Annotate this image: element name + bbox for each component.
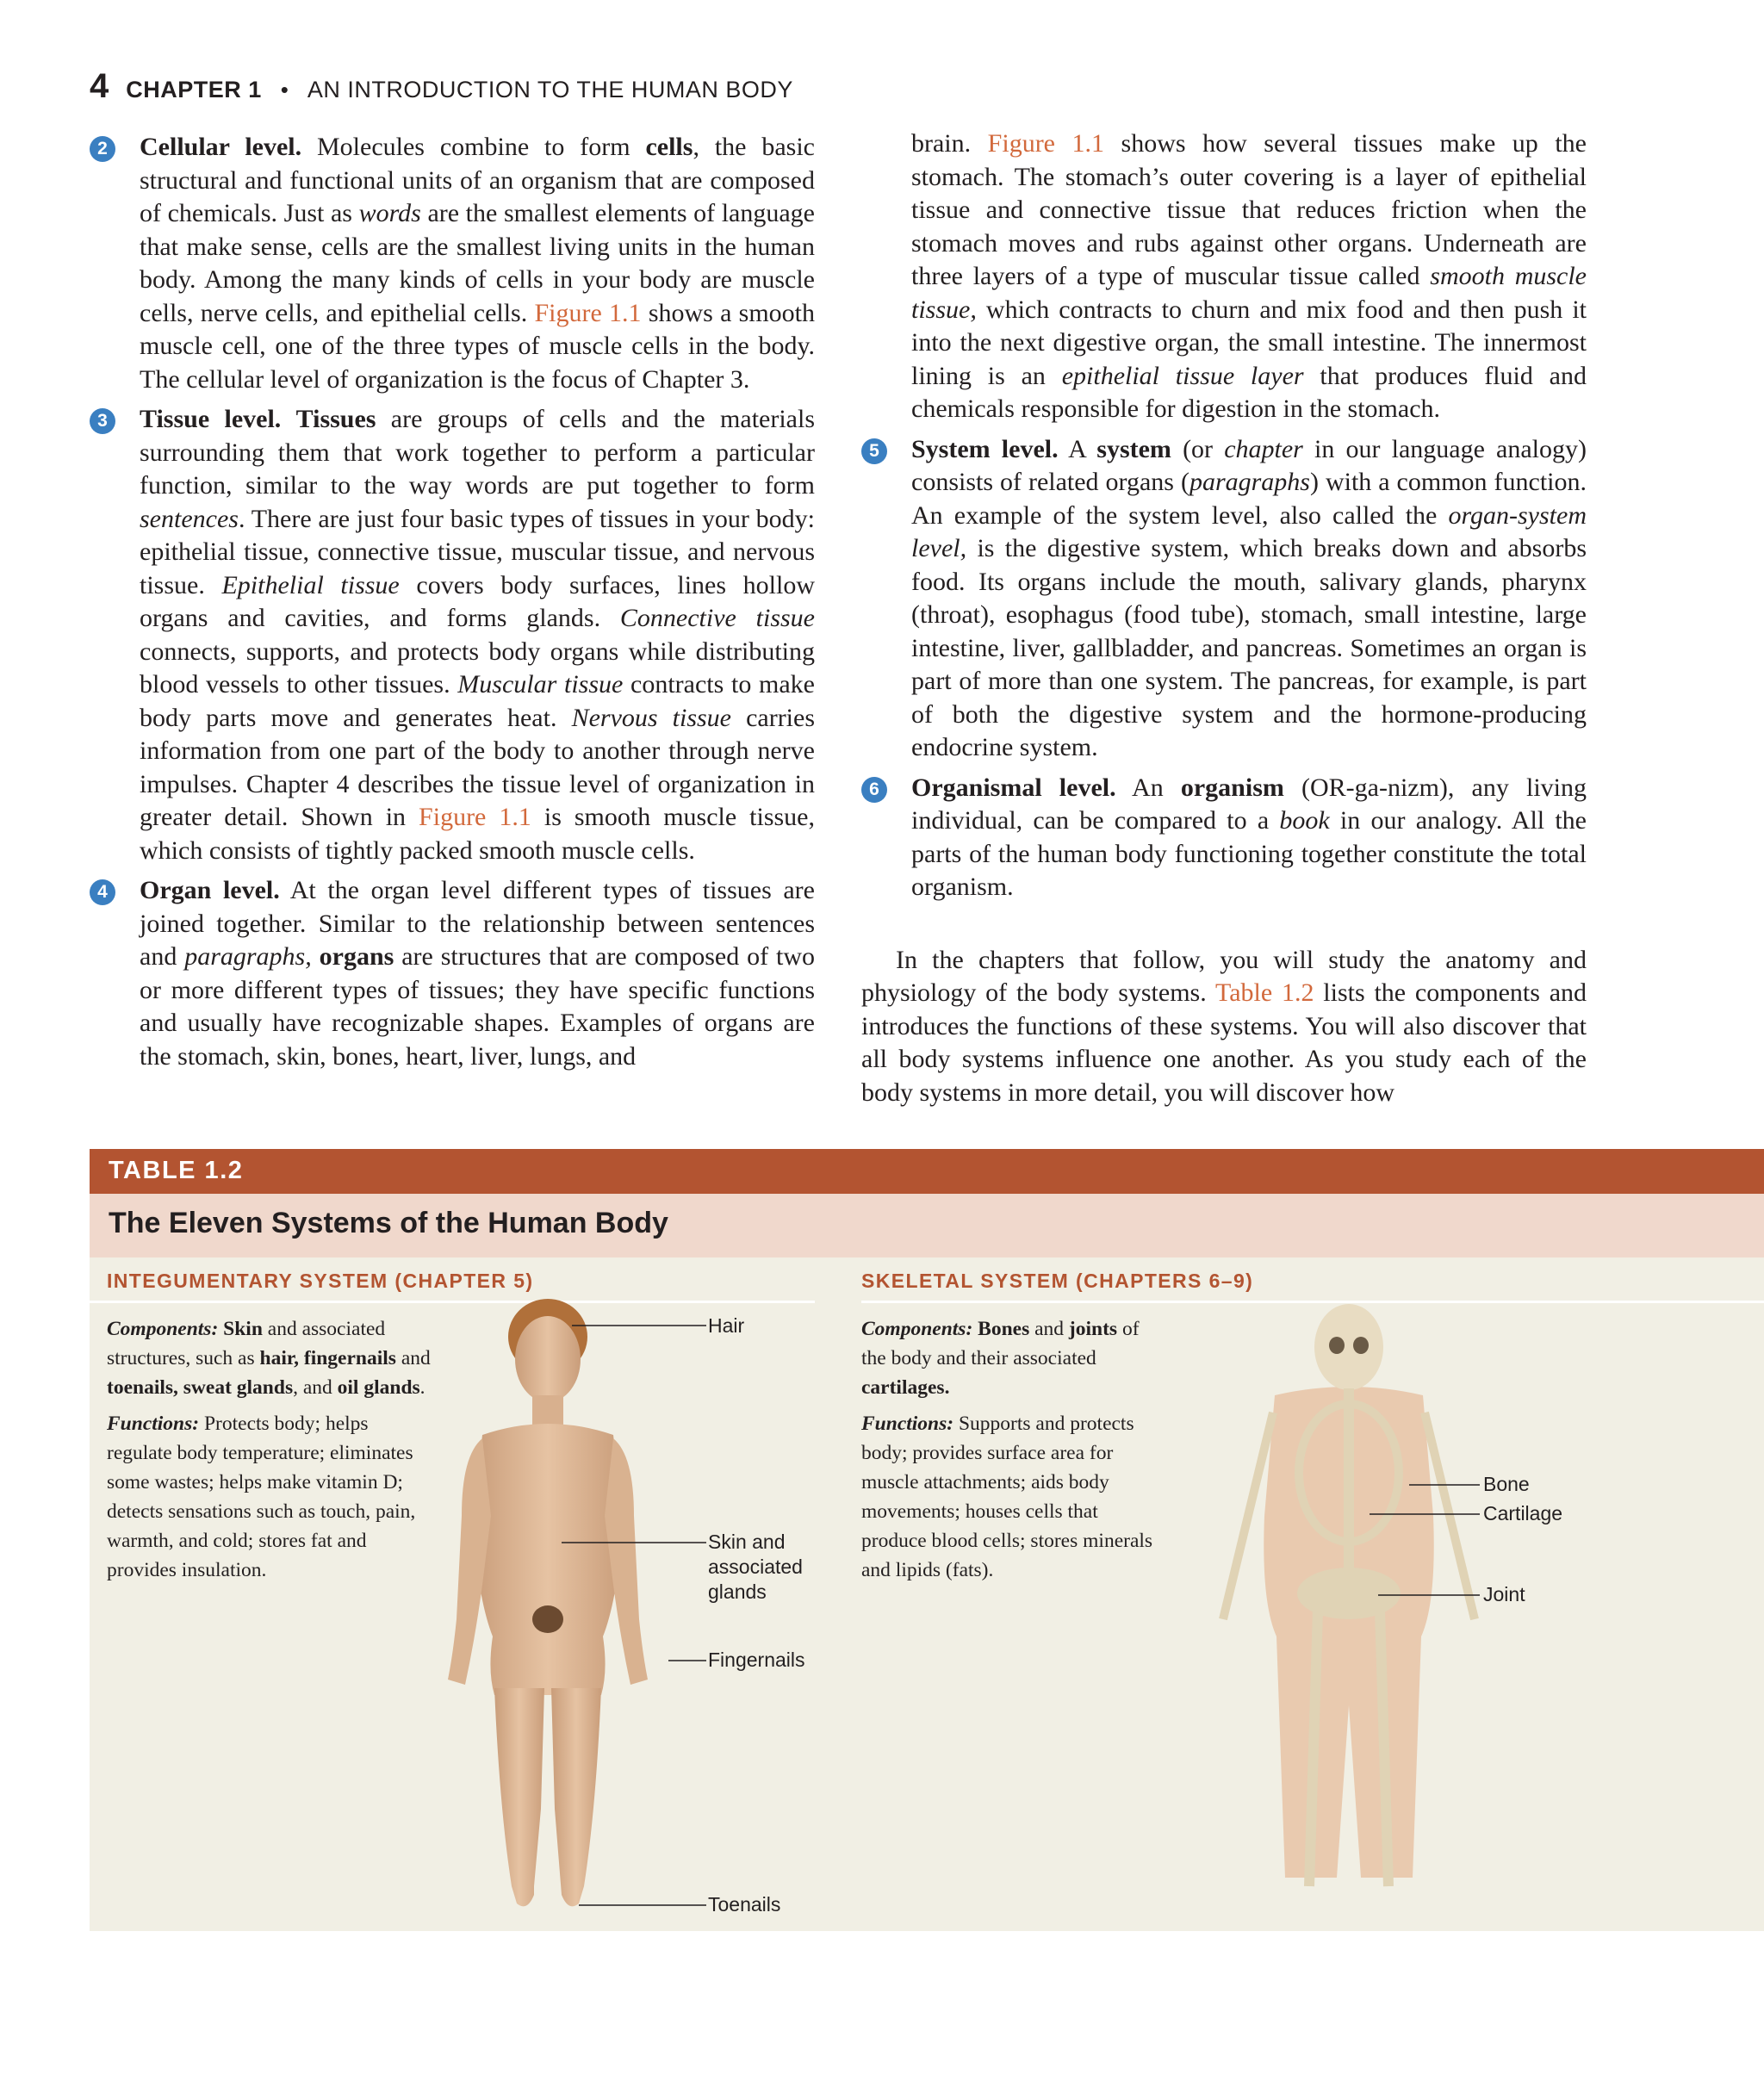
- key-term: system: [1096, 434, 1171, 463]
- body-text: lists the components and introduces the functions of these systems. You will also discover that all body systems influence one another. As you study each of the body systems in more detail, you will discover how: [861, 978, 1587, 1107]
- components-label: Components:: [861, 1318, 973, 1340]
- chapter-label: CHAPTER 1: [126, 77, 262, 102]
- body-text: that produces fluid and chemicals responsible for digestion in the stomach.: [911, 361, 1587, 423]
- key-term: cartilages.: [861, 1376, 950, 1399]
- head-shape: [515, 1316, 581, 1402]
- header-bullet: •: [280, 77, 289, 102]
- pubic-hair-shape: [532, 1605, 563, 1633]
- table-link[interactable]: Table 1.2: [1214, 978, 1314, 1007]
- body-text: shows a smooth muscle cell, one of the three types of muscle cells in the body. The cellular level of organization is the focus of Chapter 3.: [140, 298, 815, 394]
- key-term: Bones: [978, 1318, 1030, 1340]
- functions-label: Functions:: [861, 1413, 954, 1435]
- step-number-badge: 6: [861, 777, 887, 803]
- key-term: oil glands: [337, 1376, 420, 1399]
- body-text: At the organ level different types of tissues are joined together. Similar to the relationship between sentences and: [140, 876, 815, 971]
- figure-link[interactable]: Figure 1.1: [534, 298, 642, 327]
- body-text: , the basic structural and functional units of an organism that are composed of chemicals. Just as: [140, 133, 815, 227]
- neck-shape: [532, 1395, 563, 1426]
- skin-label-line: glands: [708, 1580, 767, 1603]
- step-number-badge: 2: [90, 136, 115, 162]
- body-text: of the body and their associated: [861, 1318, 1140, 1369]
- body-text: ) with a common function. An example of the system level, also called the: [911, 468, 1587, 530]
- italic-term: sentences: [140, 504, 239, 533]
- cartilage-label: Cartilage: [1483, 1502, 1563, 1524]
- body-text: are groups of cells and the materials surrounding them that work together to perform a particular function, similar to the way words are put together to form: [140, 405, 816, 500]
- integumentary-figure: [448, 1299, 648, 1906]
- body-text: and: [1029, 1318, 1069, 1340]
- body-text: In the chapters that follow, you will study the anatomy and physiology of the body systems.: [861, 945, 1587, 1007]
- body-text: shows how several tissues make up the stomach. The stomach’s outer covering is a layer of epithelial tissue and connective tissue that reduces friction when the stomach moves and rubs against other organs. Underneath are three layers of a type of muscular tissue called: [911, 129, 1587, 290]
- level-term: Cellular level.: [140, 133, 302, 161]
- body-text: . There are just four basic types of tissues in your body: epithelial tissue, connective tissue, muscular tissue, and nervous tissue.: [140, 504, 815, 599]
- body-text: .: [419, 1376, 425, 1399]
- italic-term: book: [1279, 806, 1330, 835]
- figure-link[interactable]: Figure 1.1: [419, 803, 531, 831]
- step-number-badge: 4: [90, 879, 115, 905]
- key-term: Tissues: [295, 405, 376, 433]
- right-arm-shape: [605, 1438, 648, 1685]
- body-text: in our analogy. All the parts of the human body functioning together constitute the total organism.: [911, 806, 1587, 901]
- italic-term: paragraphs: [1189, 468, 1310, 496]
- hair-label: Hair: [708, 1314, 745, 1337]
- key-term: cells: [645, 133, 693, 161]
- body-text: (or: [1171, 434, 1225, 463]
- key-term: toenails, sweat glands: [107, 1376, 294, 1399]
- joint-label: Joint: [1483, 1583, 1525, 1605]
- right-leg-shape: [551, 1688, 601, 1906]
- italic-term: Muscular tissue: [457, 670, 624, 699]
- table-label: TABLE 1.2: [109, 1157, 244, 1184]
- skull-shape: [1314, 1304, 1383, 1390]
- body-text: Molecules combine to form: [301, 133, 646, 161]
- body-text: , and: [293, 1376, 338, 1399]
- italic-term: Connective tissue: [619, 604, 815, 632]
- italic-term: words: [358, 199, 421, 227]
- body-text: in our language analogy) consists of related organs (: [911, 434, 1587, 496]
- figure-link[interactable]: Figure 1.1: [987, 129, 1105, 158]
- body-text: brain.: [911, 129, 988, 158]
- key-term: Skin: [223, 1318, 263, 1340]
- italic-term: epithelial tissue layer: [1061, 361, 1304, 390]
- torso-shape: [472, 1424, 624, 1695]
- level-term: Organismal level.: [911, 773, 1116, 802]
- body-text: and: [395, 1347, 431, 1369]
- body-text: An: [1115, 773, 1181, 802]
- fingernails-label: Fingernails: [708, 1649, 805, 1671]
- italic-term: Nervous tissue: [571, 703, 731, 732]
- page-number: 4: [90, 67, 109, 105]
- integumentary-heading: INTEGUMENTARY SYSTEM (CHAPTER 5): [107, 1270, 534, 1292]
- components-label: Components:: [107, 1318, 219, 1340]
- table-title: The Eleven Systems of the Human Body: [109, 1207, 668, 1239]
- level-term: Tissue level.: [140, 405, 282, 433]
- functions-label: Functions:: [107, 1413, 200, 1435]
- italic-term: chapter: [1224, 434, 1303, 463]
- key-term: organism: [1180, 773, 1284, 802]
- body-text: is smooth muscle tissue, which consists of tightly packed smooth muscle cells.: [140, 803, 815, 865]
- body-text: contracts to make body parts move and generates heat.: [140, 670, 815, 732]
- left-eye-socket: [1329, 1337, 1345, 1354]
- italic-term: paragraphs,: [184, 942, 312, 971]
- body-text: (OR-ga-nizm), any living individual, can be compared to a: [911, 773, 1587, 835]
- right-eye-socket: [1353, 1337, 1369, 1354]
- toenails-label: Toenails: [708, 1893, 781, 1916]
- italic-term: smooth muscle tissue,: [911, 262, 1587, 324]
- level-term: Organ level.: [140, 876, 280, 904]
- key-term: hair, fingernails: [259, 1347, 396, 1369]
- left-leg-shape: [494, 1688, 544, 1906]
- body-text: A: [1058, 434, 1097, 463]
- skin-label-line: associated: [708, 1556, 803, 1578]
- skin-label: [708, 1530, 803, 1605]
- skeletal-heading: SKELETAL SYSTEM (CHAPTERS 6–9): [861, 1270, 1254, 1292]
- left-arm-shape: [448, 1438, 491, 1685]
- body-text: which contracts to churn and mix food and then push it into the next digestive organ, the small intestine. The innermost lining is an: [911, 295, 1587, 390]
- spine-shape: [1344, 1388, 1354, 1595]
- body-text: are structures that are composed of two or more different types of tissues; they have specific functions and usually have recognizable shapes. Examples of organs are the stomach, skin, bones, heart, liver, lungs, and: [140, 942, 815, 1071]
- bone-label: Bone: [1483, 1473, 1530, 1495]
- step-number-badge: 5: [861, 438, 887, 464]
- body-text: Protects body; helps regulate body temperature; eliminates some wastes; helps make vitamin D; detects sensations such as touch, pain, warmth, and cold; stores fat and provides insulation.: [107, 1413, 416, 1581]
- body-text: covers body surfaces, lines hollow organs and cavities, and forms glands.: [140, 570, 815, 632]
- key-term: joints: [1068, 1318, 1118, 1340]
- body-text: are the smallest elements of language that make sense, cells are the smallest living units in the human body. Among the many kinds of cells in your body are muscle cells, nerve cells, and epithelial cells.: [140, 199, 816, 327]
- key-term: organs: [319, 942, 394, 971]
- level-term: System level.: [911, 434, 1059, 463]
- body-text: is the digestive system, which breaks down and absorbs food. Its organs include the mouth, salivary glands, pharynx (throat), esophagus (food tube), stomach, small intestine, large intestine, liver, gallbladder, and pancreas. Sometimes an organ is part of more than one system. The pancreas, for example, is part of both the digestive system and the hormone-producing endocrine system.: [911, 534, 1587, 761]
- body-text: Supports and protects body; provides surface area for muscle attachments; aids body movements; houses cells that produce blood cells; stores minerals and lipids (fats).: [861, 1413, 1153, 1581]
- chapter-title: AN INTRODUCTION TO THE HUMAN BODY: [307, 77, 793, 102]
- body-text: carries information from one part of the body to another through nerve impulses. Chapter 4 describes the tissue level of organization in greater detail. Shown in: [140, 703, 816, 831]
- body-text: connects, supports, and protects body organs while distributing blood vessels to other tissues.: [140, 636, 815, 699]
- body-text: and associated structures, such as: [107, 1318, 386, 1369]
- skin-label-line: Skin and: [708, 1531, 786, 1553]
- italic-term: organ-system level,: [911, 500, 1587, 562]
- step-number-badge: 3: [90, 408, 115, 434]
- italic-term: Epithelial tissue: [221, 570, 400, 599]
